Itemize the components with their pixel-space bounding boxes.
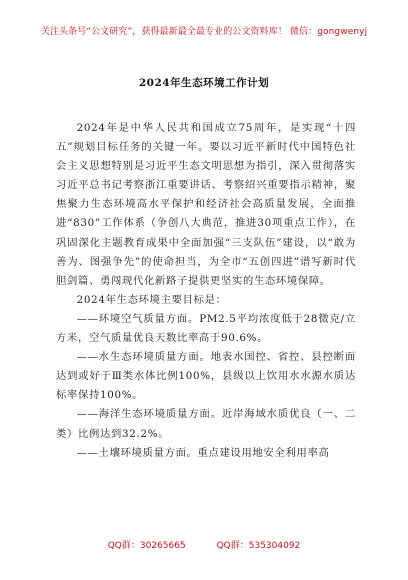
header-promo-text: 关注头条号“公文研究”，获得最新最全最专业的公文资料库！ 微信：gongwenyj bbox=[40, 27, 368, 37]
paragraph-air-quality: ——环境空气质量方面。PM2.5平均浓度低于28微克/立方米，空气质量优良天数比率高于90.6%。 bbox=[56, 312, 356, 345]
document-body bbox=[56, 119, 356, 463]
document-title: 2024年生态环境工作计划 bbox=[138, 77, 270, 89]
footer-qq-groups bbox=[0, 538, 408, 551]
footer-qq-group-1: QQ群：30265665 bbox=[107, 541, 186, 551]
footer-qq-group-2: QQ群：535304092 bbox=[216, 541, 301, 551]
paragraph-marine-quality: ——海洋生态环境质量方面。近岸海域水质优良（一、二类）比例达到32.2%。 bbox=[56, 408, 356, 440]
paragraph-intro: 2024年是中华人民共和国成立75周年，是实现“十四五”规划目标任务的关键一年。要以习近平新时代中国特色社会主义思想特别是习近平生态文明思想为指引，深入贯彻落实习近平总书记考察浙江重要讲话、考察绍兴重要指示精神，聚焦聚力生态环境高水平保护和经济社会高质量发展，全面推进“830”工作体系（争创八大典范，推进30项重点工作），在巩固深化主题教育成果中全面加强“三支队伍”建设，以“敢为善为、图强争先”的使命担当，为全市“五创四进”谱写新时代胆剑篇、勇闯现代化新路子提供更坚实的生态环境保障。 bbox=[56, 122, 356, 287]
paragraph-soil-quality: ——土壤环境质量方面。重点建设用地安全利用率高 bbox=[76, 446, 330, 459]
paragraph-goals-heading: 2024年生态环境主要目标是： bbox=[76, 293, 227, 306]
paragraph-water-quality: ——水生态环境质量方面。地表水国控、省控、县控断面达到或好于Ⅲ类水体比例100%，县级以上饮用水水源水质达标率保持100%。 bbox=[56, 351, 356, 402]
